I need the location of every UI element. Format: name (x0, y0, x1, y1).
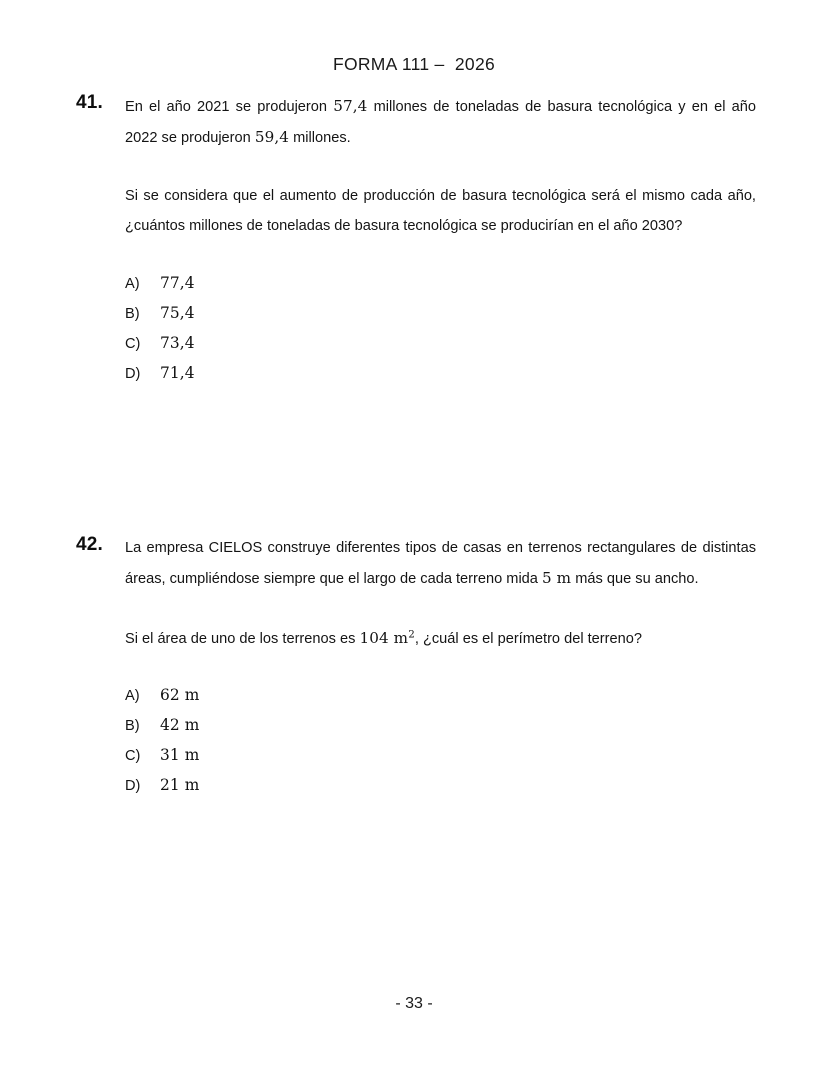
question-41-math-value-1: 57,4 (333, 97, 368, 115)
page-footer-page-number: - 33 - (395, 995, 433, 1012)
question-42-statement-text-1: La empresa CIELOS construye diferentes tipos de casas en terrenos rectangulares de distintas áreas, cumpliéndose siempre que el largo de cada terreno mida (125, 540, 756, 587)
question-42 (76, 534, 756, 800)
question-41-number: 41. (76, 92, 104, 113)
question-41-options (125, 268, 756, 388)
question-41-option-a[interactable] (125, 268, 756, 298)
question-41-math-value-2: 59,4 (254, 127, 290, 146)
question-42-prompt (125, 624, 756, 655)
question-42-option-d[interactable] (125, 770, 756, 800)
question-41-statement-text-3: millones. (289, 129, 351, 146)
question-42-math-area (359, 629, 414, 647)
question-41-prompt: Si se considera que el aumento de producción de basura tecnológica será el mismo cada año, ¿cuántos millones de toneladas de basura tecnológica se producirían en el año 2030? (125, 188, 756, 234)
question-42-math-area-base: 104 m (359, 629, 409, 648)
question-42-math-area-exponent: 2 (408, 628, 415, 641)
question-41-option-c[interactable] (125, 328, 756, 358)
question-41-option-d[interactable] (125, 358, 756, 388)
question-42-prompt-text-2: , ¿cuál es el perímetro del terreno? (414, 631, 642, 648)
question-42-statement (125, 534, 756, 594)
option-value: 73,4 (160, 334, 195, 353)
question-42-body (125, 534, 756, 655)
question-42-math-value-1: 5 m (541, 568, 572, 587)
option-value: 31 m (160, 745, 200, 764)
option-letter: A) (125, 687, 140, 704)
option-value: 42 m (160, 715, 200, 734)
question-41-body (125, 92, 756, 241)
option-value: 71,4 (160, 364, 195, 383)
question-41-option-b[interactable] (125, 298, 756, 328)
option-letter: C) (125, 747, 141, 764)
option-value: 62 m (160, 685, 200, 704)
question-42-statement-text-2: más que su ancho. (571, 570, 699, 587)
option-letter: C) (125, 336, 141, 353)
question-42-options (125, 680, 756, 800)
question-41 (76, 92, 756, 388)
option-value: 77,4 (160, 274, 195, 293)
option-letter: B) (125, 306, 140, 323)
question-42-prompt-text-1: Si el área de uno de los terrenos es (125, 631, 360, 648)
question-42-option-a[interactable] (125, 680, 756, 710)
option-value: 21 m (160, 775, 200, 794)
option-letter: B) (125, 717, 140, 734)
question-41-statement-text-1: En el año 2021 se produjeron (125, 99, 334, 115)
question-41-statement (125, 92, 756, 153)
option-letter: D) (125, 777, 141, 794)
option-letter: A) (125, 276, 140, 293)
option-letter: D) (125, 366, 141, 383)
page-header-form-code: FORMA 111 – 2026 (332, 54, 496, 74)
question-42-option-b[interactable] (125, 710, 756, 740)
question-41-statement-text-2: millones de toneladas de basura tecnológica y en el año 2022 se produjeron (125, 99, 756, 146)
question-42-option-c[interactable] (125, 740, 756, 770)
option-value: 75,4 (160, 304, 195, 323)
question-42-number: 42. (76, 534, 104, 555)
